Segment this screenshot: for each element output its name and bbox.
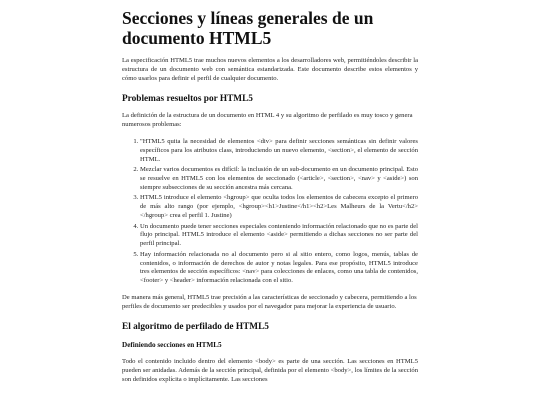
subsection-heading-defining-sections: Definiendo secciones en HTML5 xyxy=(122,341,222,350)
section-heading-algorithm: El algoritmo de perfilado de HTML5 xyxy=(122,322,269,333)
list-item: 3. HTML5 introduce el elemento <hgroup> que oculta todos los elementos de cabecera excepto el primero de más alto rango (por ejemplo, <hgroup><h1>Justine</h1><h2>Les Malheurs de la Vertu</h2></hgroup> crea el perfil 1. Justine) xyxy=(140,194,418,220)
list-item: 4. Un documento puede tener secciones especiales conteniendo información relacionado que no es parte del flujo principal. HTML5 introduce el elemento <aside> permitiendo a dichas secciones no ser parte del perfil principal. xyxy=(140,223,418,249)
list-item: 1. "HTML5 quita la necesidad de elementos <div> para definir secciones semánticas sin definir valores específicos para los atributos class, introduciendo un nuevo elemento, <section>, el elemento de sección HTML. xyxy=(140,138,418,164)
sections-paragraph: Todo el contenido incluido dentro del elemento <body> es parte de una sección. Las secciones en HTML5 pueden ser anidadas. Además de la sección principal, definida por el elemento <body>, los límites de la sección son definidos explícita o implícitamente. Las secciones xyxy=(122,358,418,383)
problems-intro-paragraph: La definición de la estructura de un documento en HTML 4 y su algoritmo de perfilado es muy tosco y genera numerosos problemas: xyxy=(122,112,413,129)
problems-closing-paragraph: De manera más general, HTML5 trae precisión a las características de seccionado y cabecera, permitiendo a los perfiles de documento ser predecibles y usados por el navegador para mejorar la experiencia de usuario. xyxy=(122,293,417,310)
page-title: Secciones y líneas generales de un documento HTML5 xyxy=(122,8,374,48)
list-item: 2. Mezclar varios documentos es difícil: la inclusión de un sub-documento en un documento principal. Esto se resuelve en HTML5 con los elementos de seccionado (<article>, <section>, <nav> y <aside>) son siempre subsecciones de su sección ancestra más cercana. xyxy=(140,166,418,192)
intro-paragraph: La especificación HTML5 trae muchos nuevos elementos a los desarrolladores web, permitiéndoles describir la estructura de un documento web con semántica estandarizada. Este documento describe estos elementos y cómo usarlos para definir el perfil de cualquier documento. xyxy=(122,57,418,82)
list-item: 5. Hay información relacionada no al documento pero si al sitio entero, como logos, menús, tablas de contenidos, o información de derechos de autor y notas legales. Para ese propósito, HTML5 introduce tres elementos de sección específicos: <nav> para colecciones de enlaces, como una tabla de contenidos, <footer> y <header> información relacionada con el sitio. xyxy=(140,251,418,286)
problems-list xyxy=(122,138,418,286)
section-heading-problems: Problemas resueltos por HTML5 xyxy=(122,94,253,105)
document-body xyxy=(122,8,418,385)
